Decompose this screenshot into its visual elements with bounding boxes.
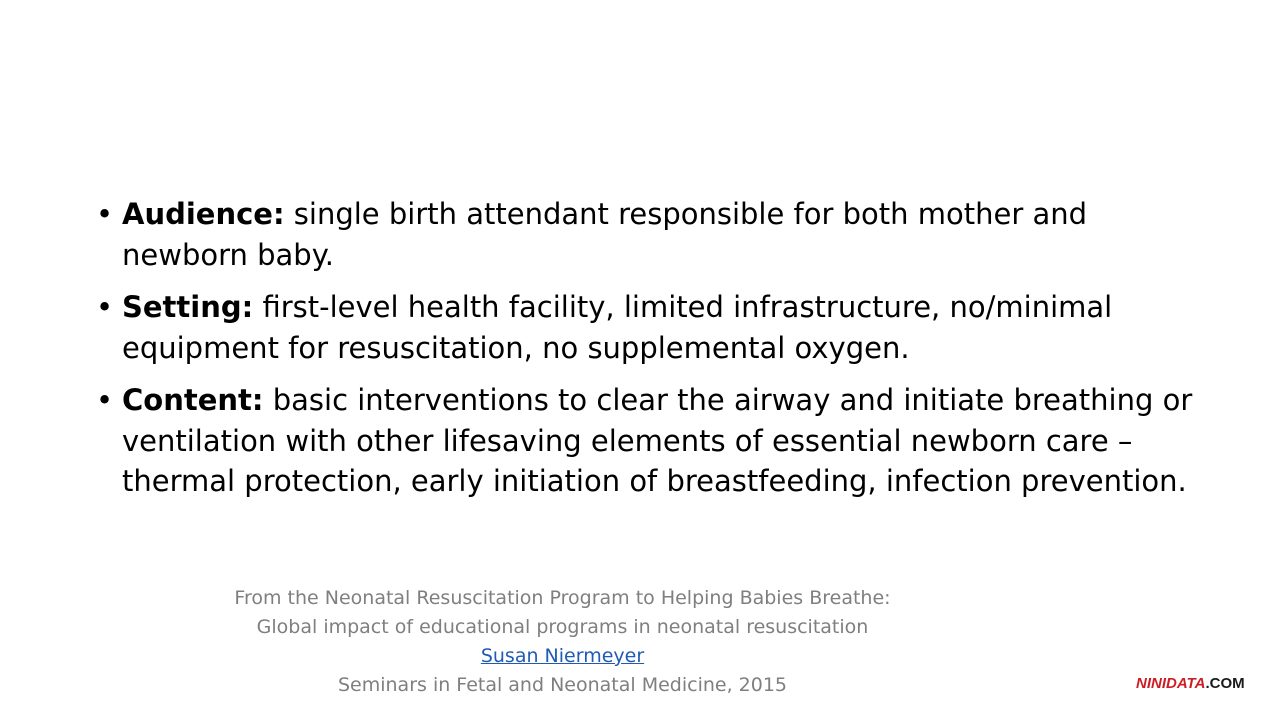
bullet-dot: •: [96, 290, 114, 324]
bullet-label: Setting:: [122, 290, 254, 324]
bullet-text: single birth attendant responsible for both mother and newborn baby.: [122, 197, 1088, 272]
bullet-audience: [96, 194, 1206, 275]
bullet-label: Content:: [122, 383, 264, 417]
watermark-tld: .COM: [1205, 675, 1245, 692]
author-link[interactable]: Susan Niermeyer: [480, 645, 645, 667]
bullet-setting: [96, 287, 1206, 368]
watermark-brand: NINIDATA: [1136, 675, 1206, 692]
citation-title-line-1: From the Neonatal Resuscitation Program to Helping Babies Breathe:: [234, 587, 891, 609]
citation-author-line: [200, 642, 925, 671]
citation-title-line-2: Global impact of educational programs in neonatal resuscitation: [256, 616, 869, 638]
bullet-dot: •: [96, 197, 114, 231]
bullet-label: Audience:: [122, 197, 285, 231]
citation-journal: Seminars in Fetal and Neonatal Medicine, 2015: [337, 674, 788, 696]
bullet-list: [96, 194, 1206, 514]
bullet-text: first-level health facility, limited infrastructure, no/minimal equipment for resuscitation, no supplemental oxygen.: [122, 290, 1113, 365]
bullet-text: basic interventions to clear the airway and initiate breathing or ventilation with other lifesaving elements of essential newborn care – thermal protection, early initiation of breastfeeding, infection prevention.: [122, 383, 1193, 498]
bullet-dot: •: [96, 383, 114, 417]
watermark-logo: [1136, 675, 1245, 693]
bullet-content: [96, 380, 1206, 502]
citation: [200, 584, 925, 700]
